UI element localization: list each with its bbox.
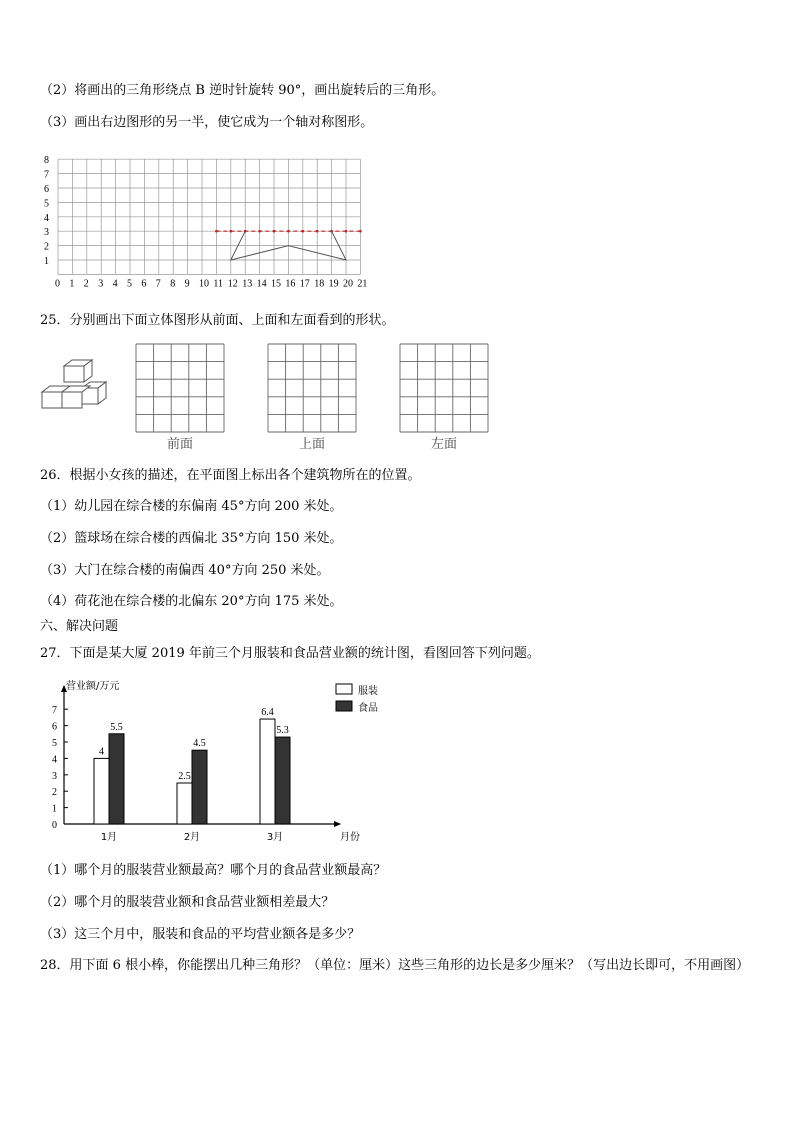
- q26-item-3: （3）大门在综合楼的南偏西 40°方向 250 米处。: [40, 563, 330, 578]
- bar-food: [109, 734, 124, 824]
- q26-item-2: （2）篮球场在综合楼的西偏北 35°方向 150 米处。: [40, 531, 343, 546]
- q24-sub3: （3）画出右边图形的另一半，使它成为一个轴对称图形。: [40, 115, 374, 130]
- grid-y-label: 5: [44, 198, 49, 210]
- grid-x-label: 16: [285, 278, 296, 290]
- grid-x-label: 14: [256, 278, 267, 290]
- legend-swatch: [336, 684, 352, 694]
- grid-x-label: 1: [69, 278, 75, 290]
- bar-value-label: 5.3: [276, 725, 289, 737]
- grid-x-label: 9: [184, 278, 190, 290]
- q27-text: 27．下面是某大厦 2019 年前三个月服装和食品营业额的统计图，看图回答下列问题。: [40, 646, 540, 661]
- y-tick-label: 4: [52, 754, 57, 766]
- bar-value-label: 6.4: [261, 707, 274, 719]
- grid-y-label: 1: [44, 256, 49, 267]
- bar-value-label: 5.5: [110, 721, 123, 733]
- grid-x-label: 19: [328, 278, 339, 290]
- grid-y-label: 8: [44, 155, 49, 167]
- grid-x-label: 7: [155, 278, 161, 290]
- y-tick-label: 6: [52, 721, 57, 733]
- q27-question-1: （1）哪个月的服装营业额最高？哪个月的食品营业额最高？: [40, 863, 387, 878]
- q28-text: 28．用下面 6 根小棒，你能摆出几种三角形？（单位：厘米）这些三角形的边长是多少厘米？（写出边长即可，不用画图）: [40, 958, 750, 973]
- grid-x-label: 18: [314, 278, 325, 290]
- grid-y-label: 6: [44, 184, 49, 195]
- legend-label: 食品: [358, 703, 378, 714]
- grid-y-label: 2: [44, 241, 49, 253]
- section-six-heading: 六、解决问题: [40, 619, 119, 634]
- grid-y-label: 4: [44, 212, 49, 224]
- bar-clothing: [177, 783, 192, 824]
- q27-question-2: （2）哪个月的服装营业额和食品营业额相差最大？: [40, 895, 335, 910]
- view-caption: 上面: [298, 437, 326, 452]
- y-tick-label: 3: [52, 770, 57, 782]
- q27-question-3: （3）这三个月中，服装和食品的平均营业额各是多少？: [40, 927, 361, 942]
- y-tick-label: 7: [52, 705, 57, 717]
- bar-value-label: 4: [99, 746, 104, 758]
- x-category-label: 3月: [266, 832, 284, 843]
- q26-item-4: （4）荷花池在综合楼的北偏东 20°方向 175 米处。: [40, 594, 343, 609]
- bar-clothing: [94, 758, 109, 824]
- y-axis-title: 营业额/万元: [66, 681, 120, 692]
- grid-x-label: 20: [343, 278, 353, 290]
- grid-x-label: 13: [242, 278, 253, 290]
- grid-y-label: 7: [44, 169, 49, 181]
- y-tick-label: 2: [52, 787, 57, 799]
- bar-food: [192, 750, 207, 824]
- grid-x-label: 12: [227, 278, 238, 290]
- grid-x-label: 6: [141, 278, 147, 290]
- x-axis-title: 月份: [340, 832, 360, 843]
- x-axis-arrow: [334, 821, 341, 827]
- view-caption: 前面: [166, 437, 194, 452]
- grid-x-label: 17: [299, 278, 310, 290]
- y-tick-label: 0: [52, 820, 57, 831]
- grid-x-label: 3: [98, 278, 104, 290]
- q26-item-1: （1）幼儿园在综合楼的东偏南 45°方向 200 米处。: [40, 499, 343, 514]
- legend-label: 服装: [358, 686, 378, 697]
- y-tick-label: 5: [52, 738, 57, 749]
- x-category-label: 1月: [100, 832, 118, 843]
- bar-value-label: 2.5: [178, 771, 191, 782]
- bar-value-label: 4.5: [193, 738, 206, 750]
- grid-x-label: 15: [271, 278, 281, 290]
- grid-x-label: 8: [170, 278, 176, 290]
- bar-food: [275, 737, 290, 824]
- y-tick-label: 1: [52, 803, 57, 815]
- grid-x-label: 21: [357, 278, 368, 290]
- grid-y-label: 3: [44, 227, 49, 239]
- q24-sub2: （2）将画出的三角形绕点 B 逆时针旋转 90°，画出旋转后的三角形。: [40, 83, 445, 98]
- grid-x-label: 2: [83, 278, 89, 290]
- view-caption: 左面: [430, 437, 458, 452]
- grid-x-label: 4: [112, 278, 118, 290]
- bar-clothing: [260, 719, 275, 824]
- q25-text: 25．分别画出下面立体图形从前面、上面和左面看到的形状。: [40, 313, 395, 328]
- legend-swatch: [336, 701, 352, 711]
- grid-x-label: 11: [213, 278, 224, 290]
- grid-x-label: 5: [127, 278, 132, 290]
- x-category-label: 2月: [183, 832, 201, 843]
- grid-x-label: 0: [55, 278, 60, 290]
- q26-text: 26．根据小女孩的描述，在平面图上标出各个建筑物所在的位置。: [40, 468, 421, 483]
- grid-x-label: 10: [199, 278, 209, 290]
